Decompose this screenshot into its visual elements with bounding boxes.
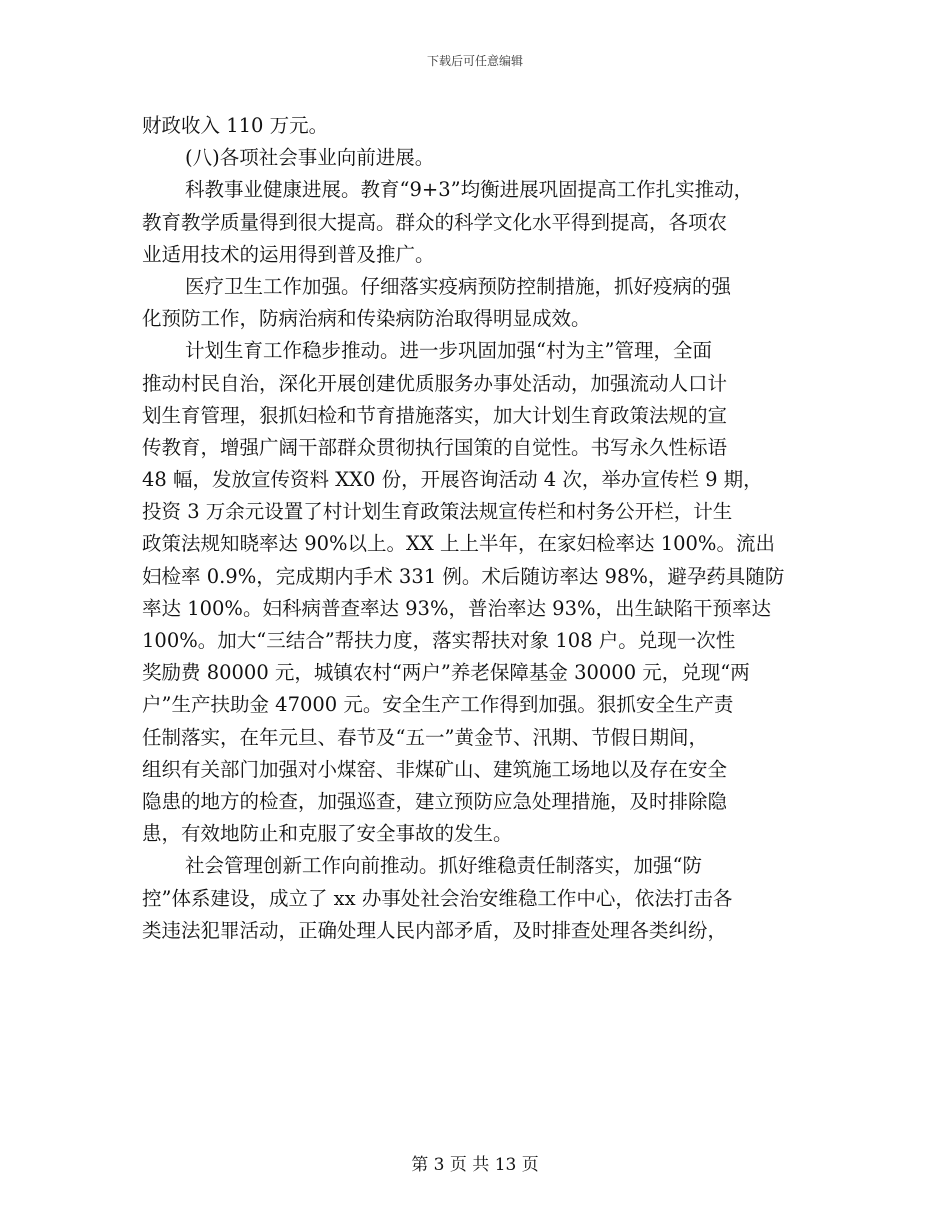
text-line: 社会管理创新工作向前推动。抓好维稳责任制落实，加强“防 (185, 854, 702, 878)
text-line: 组织有关部门加强对小煤窑、非煤矿山、建筑施工场地以及存在安全 (142, 757, 728, 781)
text-line: 患，有效地防止和克服了安全事故的发生。 (142, 822, 513, 846)
text-line: 妇检率 0.9%，完成期内手术 331 例。术后随访率达 98%，避孕药具随防 (142, 564, 785, 588)
text-line: 推动村民自治，深化开展创建优质服务办事处活动，加强流动人口计 (142, 371, 728, 395)
text-line: 计划生育工作稳步推动。进一步巩固加强“村为主”管理，全面 (185, 339, 712, 363)
document-body (142, 110, 818, 947)
text-line: 化预防工作，防病治病和传染病防治取得明显成效。 (142, 307, 591, 331)
text-line: 户”生产扶助金 47000 元。安全生产工作得到加强。狠抓安全生产责 (142, 693, 734, 717)
page-header: 下载后可任意编辑 (426, 54, 523, 68)
text-line: 投资 3 万余元设置了村计划生育政策法规宣传栏和村务公开栏，计生 (142, 500, 733, 524)
text-line: (八)各项社会事业向前进展。 (185, 146, 435, 170)
text-line: 100%。加大“三结合”帮扶力度，落实帮扶对象 108 户。兑现一次性 (142, 629, 736, 652)
text-line: 率达 100%。妇科病普查率达 93%，普治率达 93%，出生缺陷干预率达 (142, 596, 772, 620)
text-line: 医疗卫生工作加强。仔细落实疫病预防控制措施，抓好疫病的强 (185, 274, 732, 298)
text-line: 48 幅，发放宣传资料 XX0 份，开展咨询活动 4 次，举办宣传栏 9 期， (142, 468, 763, 492)
text-line: 控”体系建设，成立了 xx 办事处社会治安维稳工作中心，依法打击各 (142, 886, 733, 910)
text-line: 财政收入 110 万元。 (142, 114, 329, 137)
text-line: 教育教学质量得到很大提高。群众的科学文化水平得到提高，各项农 (142, 210, 728, 234)
text-line: 任制落实，在年元旦、春节及“五一”黄金节、汛期、节假日期间， (142, 725, 708, 749)
text-line: 奖励费 80000 元，城镇农村“两户”养老保障基金 30000 元，兑现“两 (142, 661, 750, 685)
text-line: 传教育，增强广阔干部群众贯彻执行国策的自觉性。书写永久性标语 (142, 435, 728, 459)
page-footer: 第 3 页 共 13 页 (411, 1155, 539, 1175)
text-line: 类违法犯罪活动，正确处理人民内部矛盾，及时排查处理各类纠纷， (142, 918, 728, 942)
text-line: 划生育管理，狠抓妇检和节育措施落实，加大计划生育政策法规的宣 (142, 403, 728, 427)
text-line: 科教事业健康进展。教育“9+3”均衡进展巩固提高工作扎实推动， (185, 178, 754, 202)
text-line: 隐患的地方的检查，加强巡查，建立预防应急处理措施，及时排除隐 (142, 789, 728, 813)
text-line: 政策法规知晓率达 90%以上。XX 上上半年，在家妇检率达 100%。流出 (142, 532, 775, 556)
text-line: 业适用技术的运用得到普及推广。 (142, 242, 435, 266)
